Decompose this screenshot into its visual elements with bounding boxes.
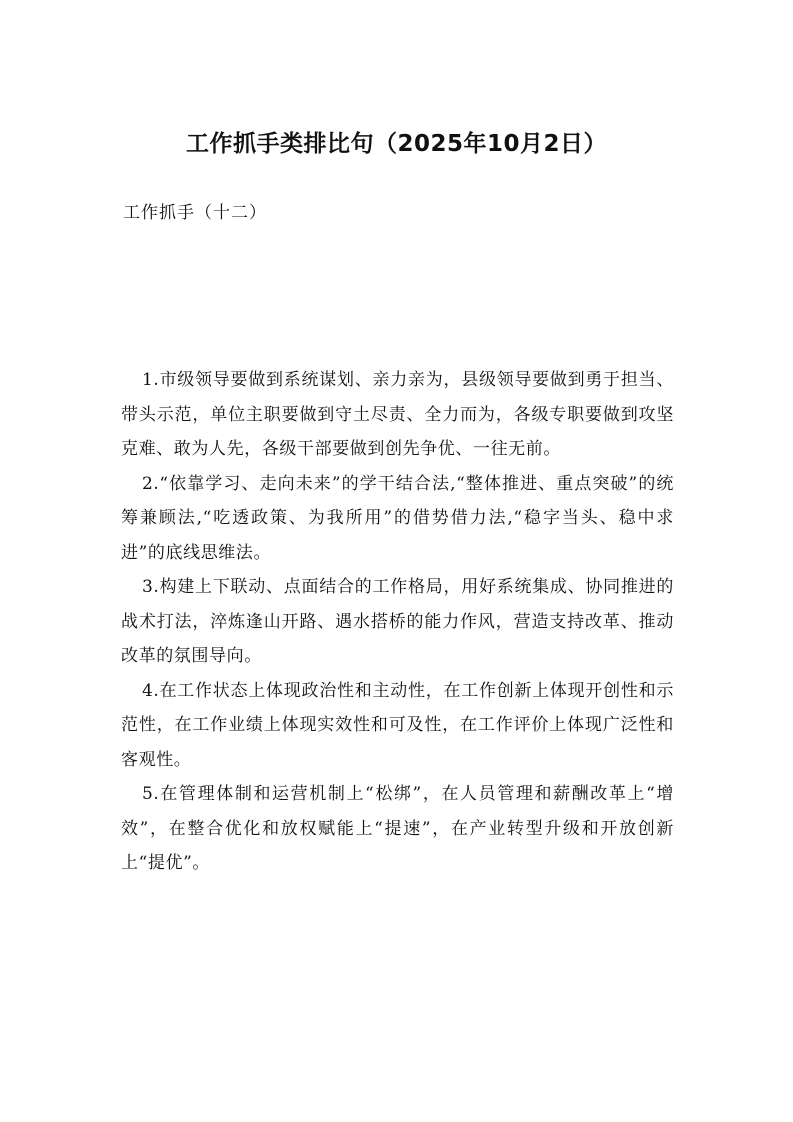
document-title: 工作抓手类排比句（2025年10月2日） bbox=[185, 131, 608, 157]
paragraph-3: 3.构建上下联动、点面结合的工作格局，用好系统集成、协同推进的战术打法，淬炼逢山开路、遇水搭桥的能力作风，营造支持改革、推动改革的氛围导向。 bbox=[121, 577, 674, 666]
document-subtitle: 工作抓手（十二） bbox=[123, 203, 267, 223]
paragraph-4: 4.在工作状态上体现政治性和主动性，在工作创新上体现开创性和示范性，在工作业绩上体现实效性和可及性，在工作评价上体现广泛性和客观性。 bbox=[121, 680, 674, 770]
document-body bbox=[121, 363, 674, 881]
paragraph-2: 2.“依靠学习、走向未来”的学干结合法,“整体推进、重点突破”的统筹兼顾法,“吃透政策、为我所用”的借势借力法,“稳字当头、稳中求进”的底线思维法。 bbox=[121, 473, 674, 563]
paragraph-1: 1.市级领导要做到系统谋划、亲力亲为，县级领导要做到勇于担当、带头示范，单位主职要做到守土尽责、全力而为，各级专职要做到攻坚克难、敢为人先，各级干部要做到创先争优、一往无前。 bbox=[121, 370, 674, 459]
paragraph-5: 5.在管理体制和运营机制上“松绑”，在人员管理和薪酬改革上“增效”，在整合优化和放权赋能上“提速”，在产业转型升级和开放创新上“提优”。 bbox=[121, 784, 674, 873]
